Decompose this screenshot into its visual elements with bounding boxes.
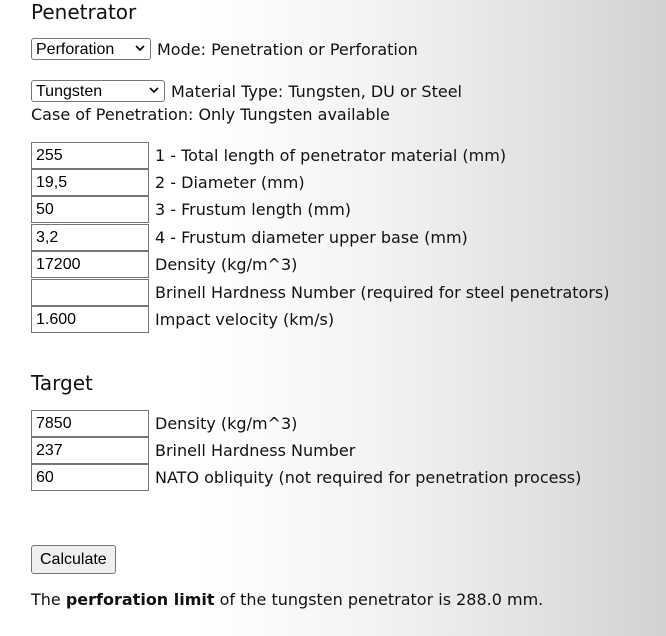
- impact-velocity-label: Impact velocity (km/s): [155, 310, 335, 329]
- penetrator-density-input[interactable]: [31, 251, 149, 278]
- result-bold: perforation limit: [65, 590, 215, 609]
- result-prefix: The: [31, 590, 66, 609]
- field-row-diameter: [31, 169, 305, 196]
- frustum-length-input[interactable]: [31, 196, 149, 223]
- field-row-target-brinell: [31, 437, 355, 464]
- material-select-wrap[interactable]: [31, 80, 165, 102]
- mode-select[interactable]: [31, 38, 151, 60]
- nato-obliquity-label: NATO obliquity (not required for penetration process): [155, 468, 582, 487]
- target-brinell-input[interactable]: [31, 437, 149, 464]
- result-text: [31, 590, 543, 609]
- frustum-diameter-input[interactable]: [31, 224, 149, 251]
- frustum-length-label: 3 - Frustum length (mm): [155, 200, 352, 219]
- total-length-label: 1 - Total length of penetrator material (mm): [155, 146, 507, 165]
- diameter-label: 2 - Diameter (mm): [155, 173, 305, 192]
- field-row-penetrator-brinell: [31, 279, 610, 306]
- field-row-frustum-diameter: [31, 224, 468, 251]
- field-row-nato-obliquity: [31, 464, 581, 491]
- target-density-input[interactable]: [31, 410, 149, 437]
- field-row-total-length: [31, 142, 506, 169]
- target-brinell-label: Brinell Hardness Number: [155, 441, 356, 460]
- field-row-impact-velocity: [31, 306, 334, 333]
- field-row-frustum-length: [31, 196, 351, 223]
- material-select[interactable]: [31, 80, 165, 102]
- penetrator-density-label: Density (kg/m^3): [155, 255, 298, 274]
- field-row-penetrator-density: [31, 251, 297, 278]
- total-length-input[interactable]: [31, 142, 149, 169]
- penetrator-heading: Penetrator: [31, 0, 137, 24]
- case-note: Case of Penetration: Only Tungsten available: [31, 105, 390, 124]
- impact-velocity-input[interactable]: [31, 306, 149, 333]
- mode-select-wrap[interactable]: [31, 38, 151, 60]
- nato-obliquity-input[interactable]: [31, 464, 149, 491]
- target-density-label: Density (kg/m^3): [155, 414, 298, 433]
- penetrator-brinell-label: Brinell Hardness Number (required for steel penetrators): [155, 283, 610, 302]
- penetrator-brinell-input[interactable]: [31, 279, 149, 306]
- calculate-button[interactable]: Calculate: [31, 545, 116, 574]
- frustum-diameter-label: 4 - Frustum diameter upper base (mm): [155, 228, 468, 247]
- diameter-input[interactable]: [31, 169, 149, 196]
- mode-label: Mode: Penetration or Perforation: [157, 39, 418, 59]
- material-label: Material Type: Tungsten, DU or Steel: [171, 81, 462, 101]
- target-heading: Target: [31, 371, 93, 395]
- mode-row: [31, 36, 418, 62]
- material-row: [31, 78, 462, 104]
- field-row-target-density: [31, 410, 297, 437]
- result-suffix: of the tungsten penetrator is 288.0 mm.: [214, 590, 544, 609]
